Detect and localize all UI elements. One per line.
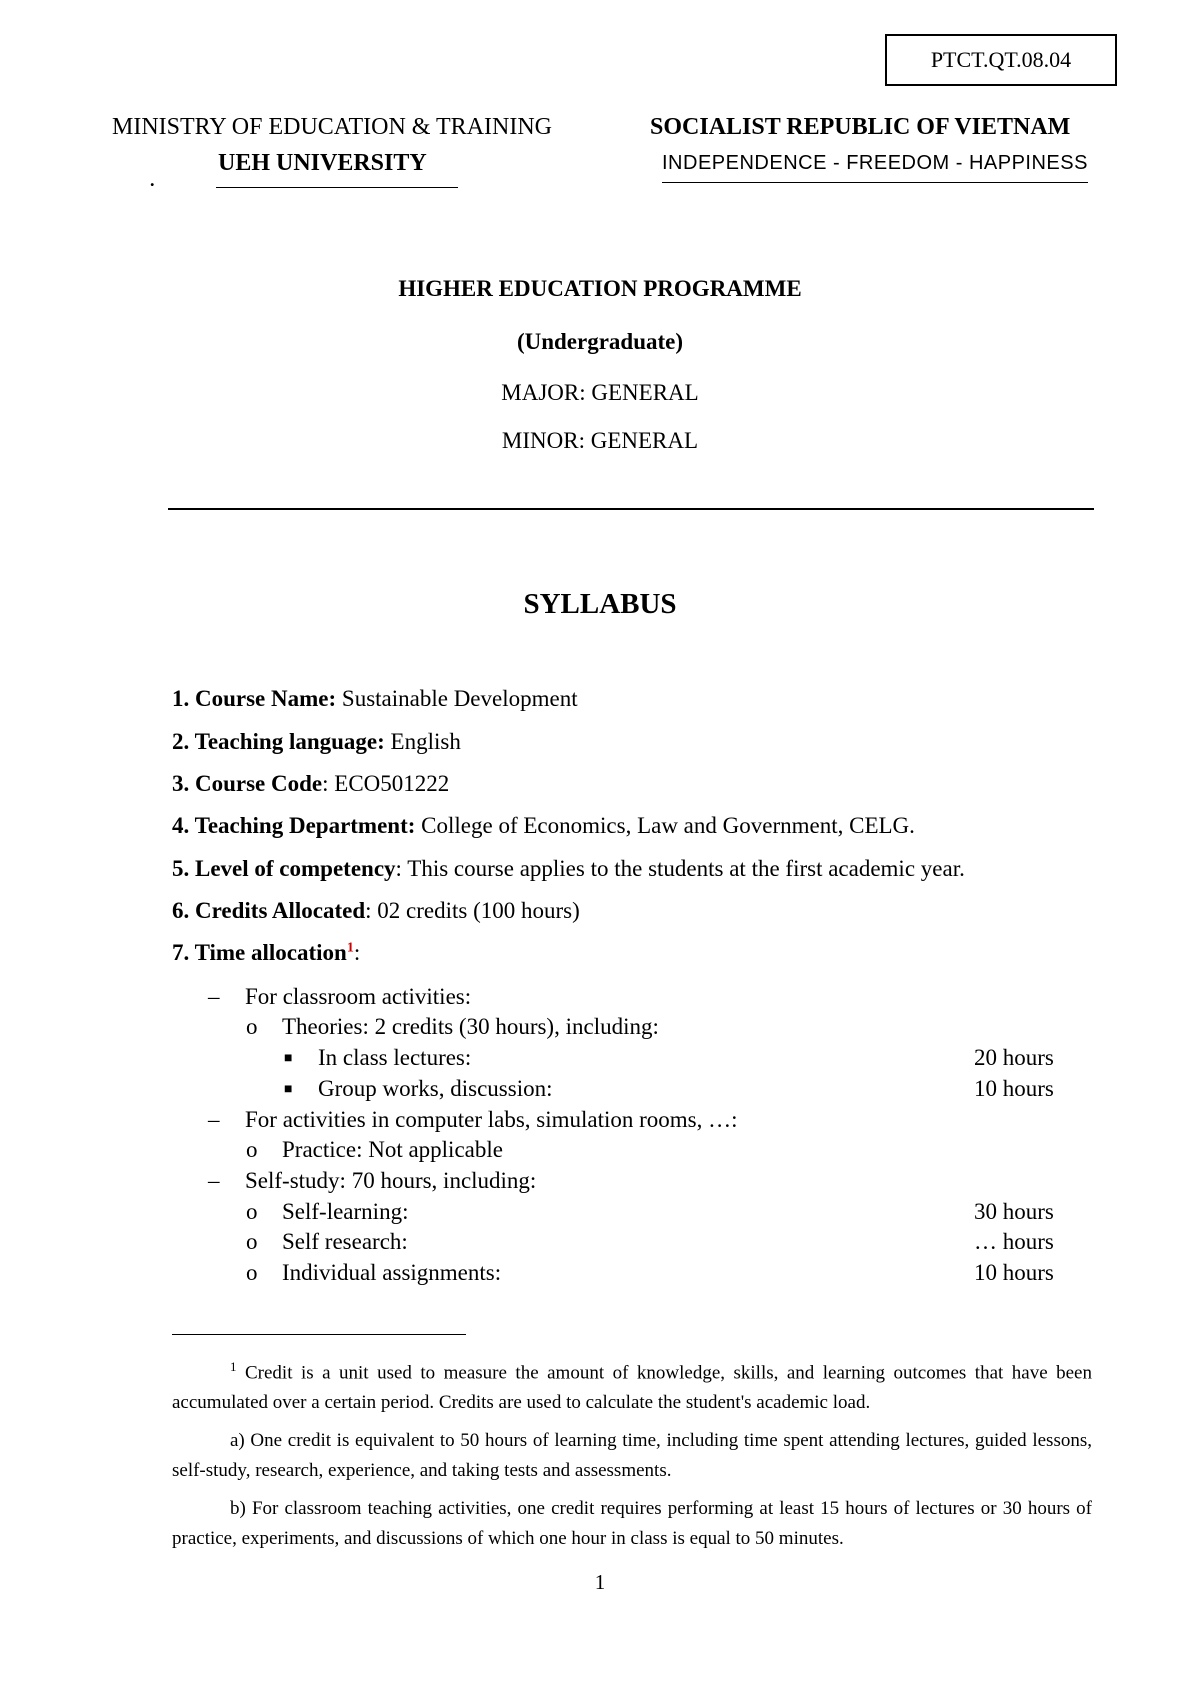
credits-value: : 02 credits (100 hours) — [365, 898, 580, 923]
group-works-hours: 10 hours — [974, 1076, 1054, 1101]
circle-bullet: o — [246, 1229, 258, 1254]
circle-bullet: o — [246, 1260, 258, 1285]
footnote-text-1: Credit is a unit used to measure the amount of knowledge, skills, and learning outcomes that have been accumulated over a certain period. Credits are used to calculate the student's academic load. — [172, 1362, 1092, 1414]
theories-line: Theories: 2 credits (30 hours), including: — [282, 1014, 659, 1039]
programme-major: MAJOR: GENERAL — [501, 380, 699, 405]
course-code-label: 3. Course Code — [172, 771, 323, 796]
footnote-ref[interactable]: 1 — [346, 940, 354, 956]
individual-assignments-line: Individual assignments: — [282, 1260, 502, 1285]
self-learning-hours: 30 hours — [974, 1199, 1054, 1224]
time-allocation-row — [172, 940, 360, 966]
teaching-language-value: English — [384, 729, 461, 754]
document-code: PTCT.QT.08.04 — [885, 34, 1117, 86]
square-bullet: ■ — [284, 1082, 293, 1097]
programme-level: (Undergraduate) — [516, 329, 684, 354]
university-underline — [216, 187, 458, 188]
lab-activities: For activities in computer labs, simulation rooms, …: — [245, 1107, 738, 1132]
circle-bullet: o — [246, 1199, 258, 1224]
square-bullet: ■ — [284, 1051, 293, 1066]
section-divider — [168, 508, 1094, 510]
footnote-paragraph — [172, 1352, 1092, 1418]
footnote-marker: 1 — [230, 1359, 237, 1374]
credits-row — [172, 898, 580, 924]
footnote-paragraph — [172, 1426, 1092, 1486]
teaching-department-label: 4. Teaching Department: — [172, 813, 416, 838]
competency-value: : This course applies to the students at the first academic year. — [395, 856, 965, 881]
practice-line: Practice: Not applicable — [282, 1137, 503, 1162]
motto-underline — [662, 182, 1088, 183]
course-code-row — [172, 771, 449, 797]
programme-minor: MINOR: GENERAL — [501, 428, 699, 453]
dash-bullet: – — [208, 984, 220, 1009]
course-name-row — [172, 686, 578, 712]
course-name-label: 1. Course Name: — [172, 686, 337, 711]
individual-assignments-hours: 10 hours — [974, 1260, 1054, 1285]
dash-bullet: – — [208, 1168, 220, 1193]
republic-name: SOCIALIST REPUBLIC OF VIETNAM — [650, 114, 1071, 140]
dash-bullet: – — [208, 1107, 220, 1132]
circle-bullet: o — [246, 1137, 258, 1162]
group-works-line: Group works, discussion: — [318, 1076, 553, 1101]
self-learning-line: Self-learning: — [282, 1199, 409, 1224]
lectures-line: In class lectures: — [318, 1045, 472, 1070]
ministry-name: MINISTRY OF EDUCATION & TRAINING — [112, 114, 553, 140]
credits-label: 6. Credits Allocated — [172, 898, 366, 923]
time-allocation-colon: : — [353, 940, 361, 965]
classroom-activities: For classroom activities: — [245, 984, 472, 1009]
course-code-value: : ECO501222 — [322, 771, 450, 796]
teaching-department-row — [172, 813, 915, 839]
stray-dot: . — [150, 170, 155, 190]
circle-bullet: o — [246, 1014, 258, 1039]
competency-label: 5. Level of competency — [172, 856, 396, 881]
footnote-block — [172, 1352, 1092, 1562]
page-number: 1 — [594, 1570, 606, 1594]
self-research-line: Self research: — [282, 1229, 408, 1254]
teaching-language-label: 2. Teaching language: — [172, 729, 385, 754]
self-study-line: Self-study: 70 hours, including: — [245, 1168, 537, 1193]
footnote-separator — [172, 1334, 466, 1335]
time-allocation-label: 7. Time allocation — [172, 940, 347, 965]
footnote-text-2: a) One credit is equivalent to 50 hours of learning time, including time spent attending lectures, guided lessons, self-study, research, experience, and taking tests and assessments. — [172, 1430, 1092, 1482]
competency-row — [172, 856, 965, 882]
syllabus-title: SYLLABUS — [523, 588, 677, 620]
course-name-value: Sustainable Development — [336, 686, 578, 711]
university-name: UEH UNIVERSITY — [218, 150, 427, 176]
footnote-paragraph — [172, 1494, 1092, 1554]
footnote-text-3: b) For classroom teaching activities, one credit requires performing at least 15 hours of lectures or 30 hours of practice, experiments, and discussions of which one hour in class is equal to 50 minutes. — [172, 1498, 1092, 1550]
national-motto: INDEPENDENCE - FREEDOM - HAPPINESS — [662, 152, 1088, 174]
teaching-language-row — [172, 729, 461, 755]
lectures-hours: 20 hours — [974, 1045, 1054, 1070]
programme-title: HIGHER EDUCATION PROGRAMME — [398, 276, 802, 301]
self-research-hours: … hours — [974, 1229, 1054, 1254]
teaching-department-value: College of Economics, Law and Government, CELG. — [415, 813, 915, 838]
